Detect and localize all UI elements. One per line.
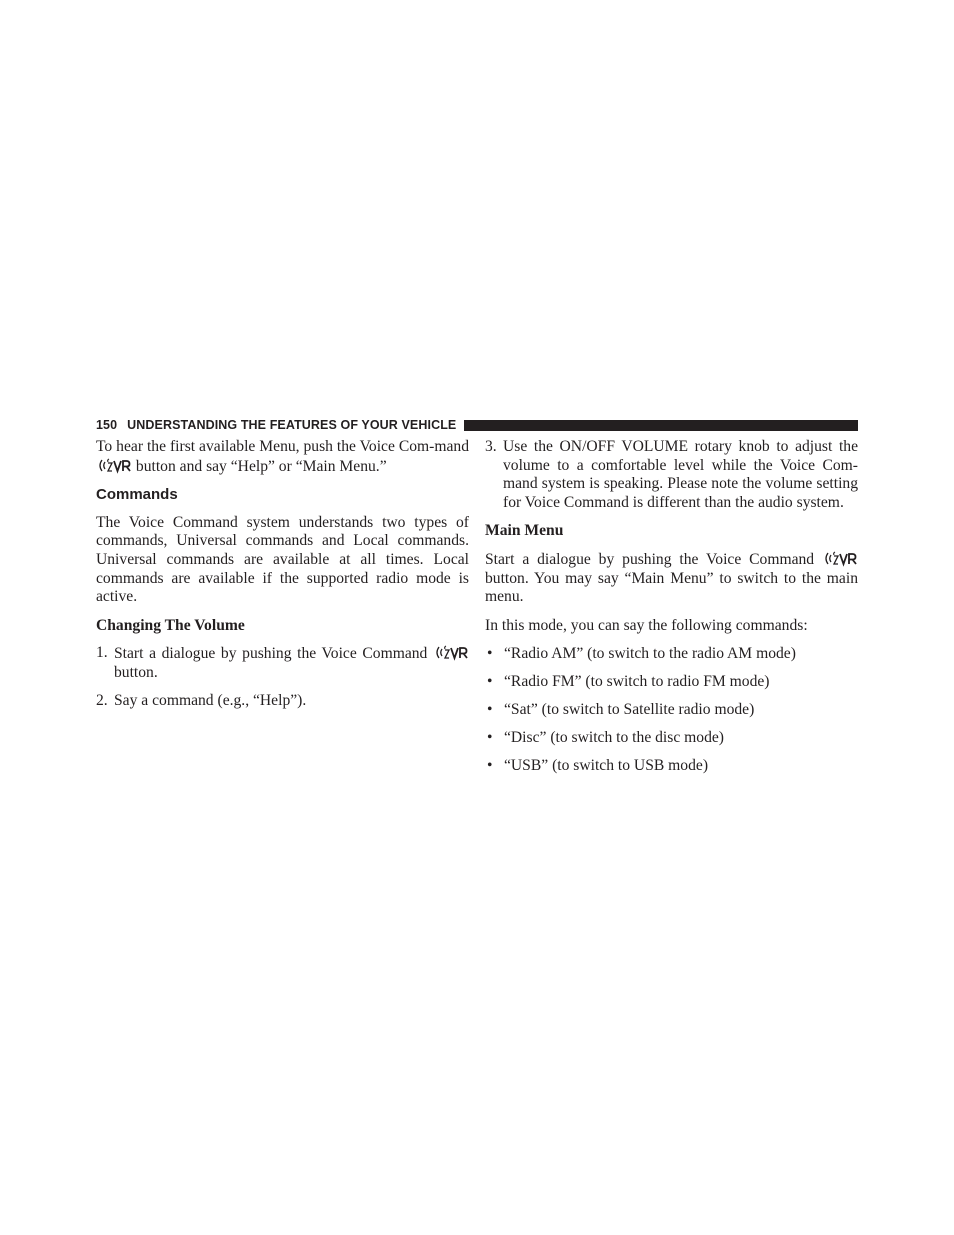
volume-steps-list-continued	[485, 438, 858, 513]
voice-command-vr-icon	[97, 457, 131, 474]
bullet-icon: •	[487, 728, 493, 746]
main-menu-heading: Main Menu	[485, 522, 564, 540]
list-item	[96, 692, 469, 711]
commands-heading: Commands	[96, 485, 178, 503]
step-text: Use the ON/OFF VOLUME rotary knob to adjust the volume to a comfortable level while the Voice Com-mand system is speaking. Please note the volume setting for Voice Command is different than the audio system.	[503, 438, 858, 512]
step-number: 2.	[96, 692, 108, 710]
list-item	[485, 673, 858, 692]
step-number: 1.	[96, 644, 108, 662]
list-item	[485, 645, 858, 664]
commands-bullet-list	[485, 645, 858, 776]
page-header	[96, 416, 858, 434]
changing-volume-heading: Changing The Volume	[96, 616, 245, 634]
header-rule	[464, 420, 858, 431]
intro-paragraph	[96, 438, 469, 476]
list-item	[96, 644, 469, 682]
intro-text-start: To hear the first available Menu, push the Voice Com-mand	[96, 438, 469, 455]
bullet-text: “Radio AM” (to switch to the radio AM mode)	[504, 644, 796, 662]
bullet-icon: •	[487, 756, 493, 774]
right-column	[485, 438, 858, 785]
bullet-icon: •	[487, 672, 493, 690]
intro-text-end: button and say “Help” or “Main Menu.”	[135, 457, 387, 475]
main-menu-text-end: button. You may say “Main Menu” to switch to the main menu.	[485, 569, 858, 606]
main-menu-paragraph	[485, 550, 858, 607]
list-item	[485, 729, 858, 748]
list-item	[485, 438, 858, 513]
bullet-text: “Sat” (to switch to Satellite radio mode)	[504, 700, 755, 718]
bullet-text: “Disc” (to switch to the disc mode)	[504, 728, 724, 746]
voice-command-vr-icon	[823, 550, 857, 567]
step-text-end: button.	[114, 664, 158, 682]
step-text-start: Start a dialogue by pushing the Voice Command	[114, 645, 428, 663]
left-column	[96, 438, 469, 720]
list-item	[485, 701, 858, 720]
section-title: UNDERSTANDING THE FEATURES OF YOUR VEHICLE	[127, 418, 457, 432]
bullet-text: “USB” (to switch to USB mode)	[504, 756, 709, 774]
voice-command-vr-icon	[434, 644, 468, 661]
list-item	[485, 757, 858, 776]
volume-steps-list	[96, 644, 469, 711]
bullet-icon: •	[487, 700, 493, 718]
mode-paragraph: In this mode, you can say the following commands:	[485, 616, 808, 634]
bullet-text: “Radio FM” (to switch to radio FM mode)	[504, 672, 770, 690]
step-text: Say a command (e.g., “Help”).	[114, 692, 307, 710]
step-number: 3.	[485, 438, 497, 455]
bullet-icon: •	[487, 644, 493, 662]
main-menu-text-start: Start a dialogue by pushing the Voice Command	[485, 551, 815, 569]
page-number: 150	[96, 418, 118, 432]
commands-paragraph: The Voice Command system understands two types of commands, Universal commands and Local commands. Universal commands are available at all times. Local commands are available if the supported radio mode is active.	[96, 513, 469, 606]
step-text	[114, 644, 469, 682]
